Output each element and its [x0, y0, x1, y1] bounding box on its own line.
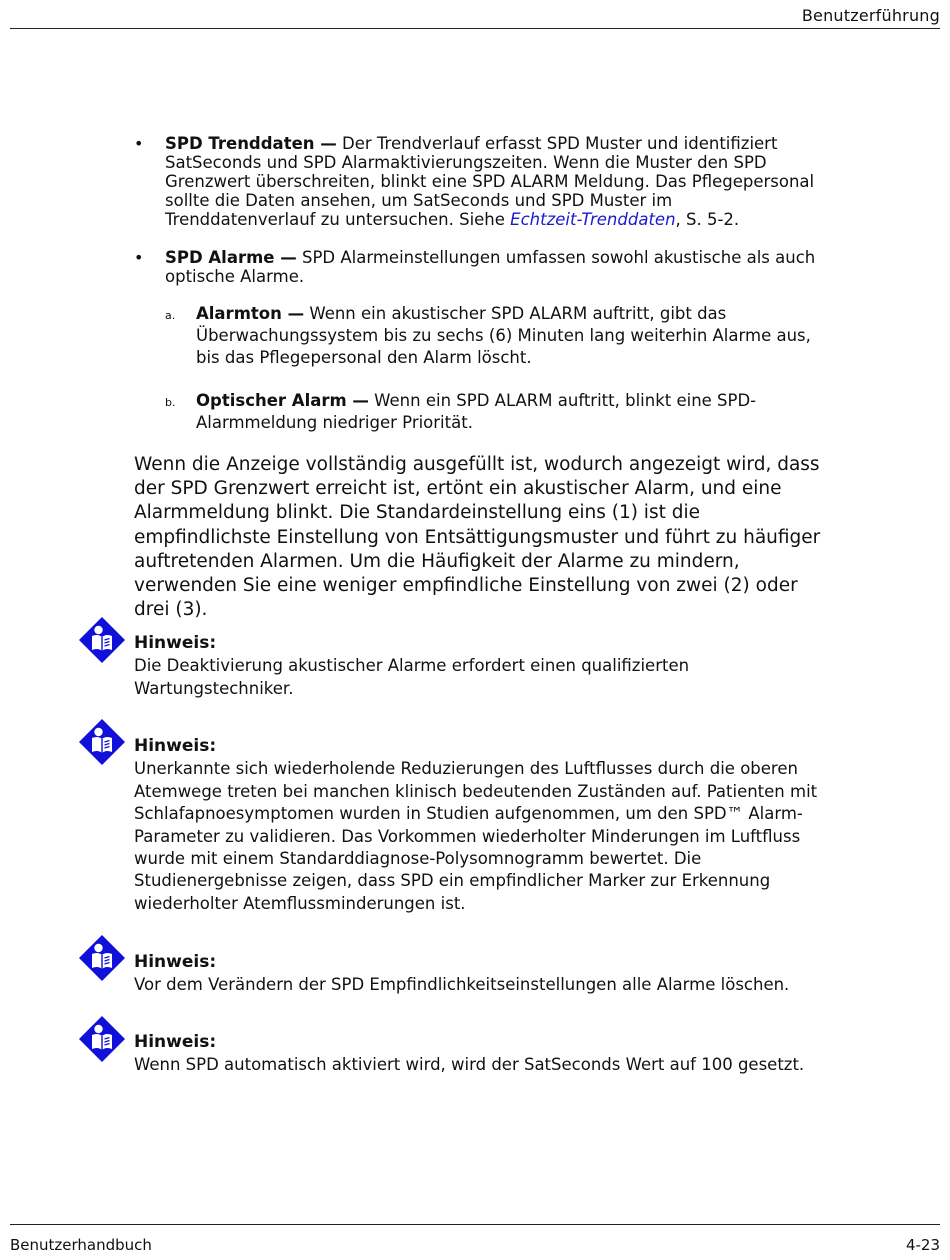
bullet-item-spd-alarme	[134, 248, 824, 286]
note-text: Wenn SPD automatisch aktiviert wird, wird der SatSeconds Wert auf 100 gesetzt.	[134, 1055, 805, 1075]
sub-item-body: Wenn ein SPD ALARM auftritt, blinkt eine SPD-Alarmmeldung niedriger Priorität.	[196, 391, 757, 432]
bullet-body-end: , S. 5-2.	[675, 210, 740, 229]
note-block	[134, 951, 824, 997]
footer-document-title: Benutzerhandbuch	[10, 1236, 152, 1254]
note-info-book-icon	[78, 616, 126, 664]
note-block	[134, 632, 824, 700]
note-title: Hinweis:	[134, 736, 217, 756]
note-block	[134, 1031, 824, 1077]
sub-item-term: Optischer Alarm —	[196, 391, 369, 410]
bullet-dot-icon: •	[134, 134, 144, 153]
note-title: Hinweis:	[134, 952, 217, 972]
sub-item-body: Wenn ein akustischer SPD ALARM auftritt, gibt das Überwachungssystem bis zu sechs (6) Minuten lang weiterhin Alarme aus, bis das Pflegepersonal den Alarm löscht.	[196, 304, 811, 367]
sub-item-text	[196, 303, 820, 369]
bullet-term: SPD Trenddaten —	[165, 134, 337, 153]
note-info-book-icon	[78, 718, 126, 766]
note-text: Vor dem Verändern der SPD Empfindlichkeitseinstellungen alle Alarme löschen.	[134, 975, 790, 995]
bullet-dot-icon: •	[134, 248, 144, 267]
bullet-item-spd-trenddaten	[134, 134, 824, 229]
header-divider	[10, 28, 940, 29]
bullet-body: SPD Alarmeinstellungen umfassen sowohl akustische als auch optische Alarme.	[165, 248, 816, 286]
sub-item-optischer-alarm	[165, 390, 820, 434]
page-number: 4-23	[905, 1236, 940, 1254]
bullet-text	[165, 248, 824, 286]
sub-item-marker: b.	[165, 396, 176, 409]
sub-item-text	[196, 390, 820, 434]
header-section-title: Benutzerführung	[801, 6, 940, 25]
note-block	[134, 735, 824, 915]
footer-divider	[10, 1224, 940, 1225]
note-text: Unerkannte sich wiederholende Reduzierungen des Luftflusses durch die oberen Atemwege treten bei manchen klinisch bedeutenden Zuständen auf. Patienten mit Schlafapnoesymptomen wurden in Studien aufgenommen, um den SPD™ Alarm-Parameter zu validieren. Das Vorkommen wiederholter Minderungen im Luftfluss wurde mit einem Standarddiagnose-Polysomnogramm bewertet. Die Studienergebnisse zeigen, dass SPD ein empfindlicher Marker zur Erkennung wiederholter Atemflussminderungen ist.	[134, 759, 818, 913]
link-echtzeit-trenddaten[interactable]: Echtzeit-Trenddaten	[510, 210, 676, 229]
bullet-body: Der Trendverlauf erfasst SPD Muster und identifiziert SatSeconds und SPD Alarmaktivierungszeiten. Wenn die Muster den SPD Grenzwert überschreiten, blinkt eine SPD ALARM Meldung. Das Pflegepersonal sollte die Daten ansehen, um SatSeconds und SPD Muster im Trenddatenverlauf zu untersuchen. Siehe	[165, 134, 815, 229]
sub-item-term: Alarmton —	[196, 304, 305, 323]
note-text: Die Deaktivierung akustischer Alarme erfordert einen qualifizierten Wartungstechniker.	[134, 656, 690, 698]
note-info-book-icon	[78, 934, 126, 982]
bullet-term: SPD Alarme —	[165, 248, 297, 267]
bullet-text	[165, 134, 824, 229]
sub-item-marker: a.	[165, 309, 176, 322]
body-paragraph: Wenn die Anzeige vollständig ausgefüllt ist, wodurch angezeigt wird, dass der SPD Grenzwert erreicht ist, ertönt ein akustischer Alarm, und eine Alarmmeldung blinkt. Die Standardeinstellung eins (1) ist die empfindlichste Einstellung von Entsättigungsmuster und führt zu häufiger auftretenden Alarmen. Um die Häufigkeit der Alarme zu mindern, verwenden Sie eine weniger empfindliche Einstellung von zwei (2) oder drei (3).	[134, 454, 821, 621]
note-title: Hinweis:	[134, 1032, 217, 1052]
note-title: Hinweis:	[134, 633, 217, 653]
note-info-book-icon	[78, 1015, 126, 1063]
sub-item-alarmton	[165, 303, 820, 369]
